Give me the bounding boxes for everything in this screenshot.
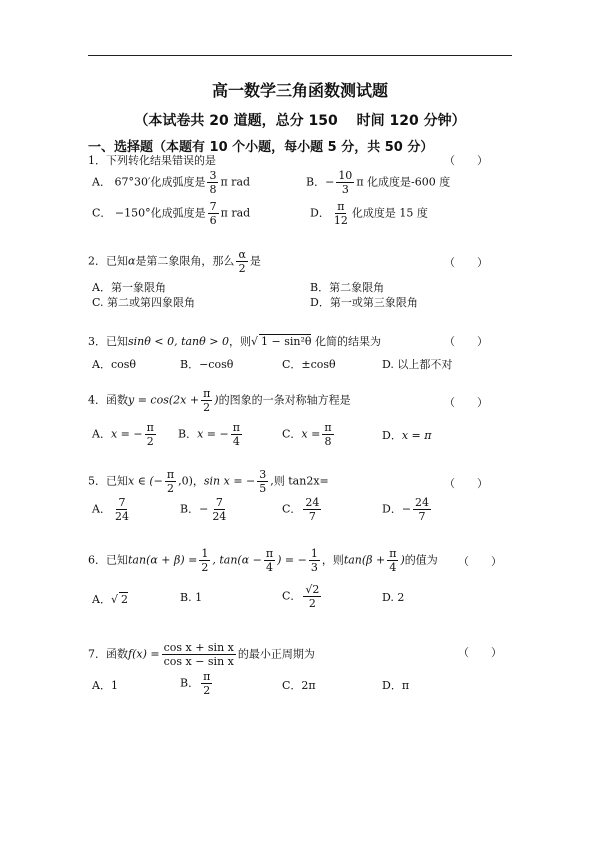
q5-option-c: C． $\frac{24}{7}$ <box>282 496 320 523</box>
q3-stem: 3．已知sinθ < 0, tanθ > 0，则√ 1 − sin²θ 化简的结果为 <box>88 335 381 348</box>
q1-option-a: A． 67°30′化成弧度是 $\frac{3}{8}$ π rad <box>92 169 251 196</box>
page-title: 高一数学三角函数测试题 <box>211 81 388 100</box>
q1-option-b: B．− $\frac{10}{3}$ π 化成度是-600 度 <box>306 169 451 196</box>
q3-answer-paren: （ ） <box>444 335 488 348</box>
q7-option-a: A．1 <box>92 679 118 692</box>
header-rule <box>88 55 512 56</box>
page-subtitle: （本试卷共 20 道题，总分 150 时间 120 分钟） <box>134 113 466 129</box>
q5-option-d: D．− $\frac{24}{7}$ <box>382 496 430 523</box>
q5-stem: 5．已知x ∈ (− $\frac{\pi}{2}$ ,0)，sin x = − $\frac{3}{5}$ ,则 tan2x= <box>88 468 329 495</box>
q7-option-b: B． $\frac{\pi}{2}$ <box>180 670 211 697</box>
q2-option-c: C. 第二或第四象限角 <box>92 296 196 309</box>
q6-option-b: B. 1 <box>180 591 203 604</box>
q3-option-d: D. 以上都不对 <box>382 358 453 371</box>
q4-option-c: C．x = $\frac{\pi}{8}$ <box>282 421 332 448</box>
q6-option-c: C． $\frac{√2}{2}$ <box>282 583 320 610</box>
q7-stem: 7．函数f(x) = $\frac{\text{cos x + sin x}}{\text{cos x − sin x}}$ 的最小正周期为 <box>88 641 315 668</box>
q3-option-b: B．−cosθ <box>180 358 234 371</box>
q2-answer-paren: （ ） <box>444 256 488 269</box>
q4-answer-paren: （ ） <box>444 396 488 409</box>
q4-option-a: A．x = − $\frac{\pi}{2}$ <box>92 421 154 448</box>
q1-option-d: D． $\frac{\pi}{12}$ 化成度是 15 度 <box>310 200 428 227</box>
q7-option-d: D．π <box>382 679 410 692</box>
q4-stem: 4．函数y = cos(2x + $\frac{\pi}{2}$ )的图象的一条对称轴方程是 <box>88 387 351 414</box>
q6-stem: 6．已知tan(α + β) = $\frac{1}{2}$ , tan(α − $\frac{\pi}{4}$ ) = − $\frac{1}{3}$ ，则tan(β + $\frac{\pi}{4}$ )的值为 <box>88 547 438 574</box>
q4-option-d: D．x = π <box>382 429 432 442</box>
q4-option-b: B．x = − $\frac{\pi}{4}$ <box>178 421 240 448</box>
q2-stem: 2．已知α是第二象限角，那么 $\frac{\alpha}{2}$ 是 <box>88 248 261 275</box>
q7-option-c: C．2π <box>282 679 316 692</box>
q6-option-d: D. 2 <box>382 591 405 604</box>
q6-answer-paren: （ ） <box>458 555 502 568</box>
q2-option-d: D．第一或第三象限角 <box>310 296 418 309</box>
q5-option-a: A． $\frac{7}{24}$ <box>92 496 129 523</box>
q5-option-b: B．− $\frac{7}{24}$ <box>180 496 227 523</box>
q2-option-a: A．第一象限角 <box>92 281 166 294</box>
q1-stem: 1．下列转化结果错误的是 <box>88 154 216 167</box>
q7-answer-paren: （ ） <box>458 646 502 659</box>
q6-option-a: A．√ 2 <box>92 593 128 606</box>
q5-answer-paren: （ ） <box>444 477 488 490</box>
q1-option-c: C． −150°化成弧度是 $\frac{7}{6}$ π rad <box>92 200 251 227</box>
section-heading: 一、选择题（本题有 10 个小题，每小题 5 分，共 50 分） <box>88 140 434 155</box>
q3-option-c: C．±cosθ <box>282 358 336 371</box>
q1-answer-paren: （ ） <box>444 154 488 167</box>
q2-option-b: B．第二象限角 <box>310 281 385 294</box>
q3-option-a: A．cosθ <box>92 358 136 371</box>
